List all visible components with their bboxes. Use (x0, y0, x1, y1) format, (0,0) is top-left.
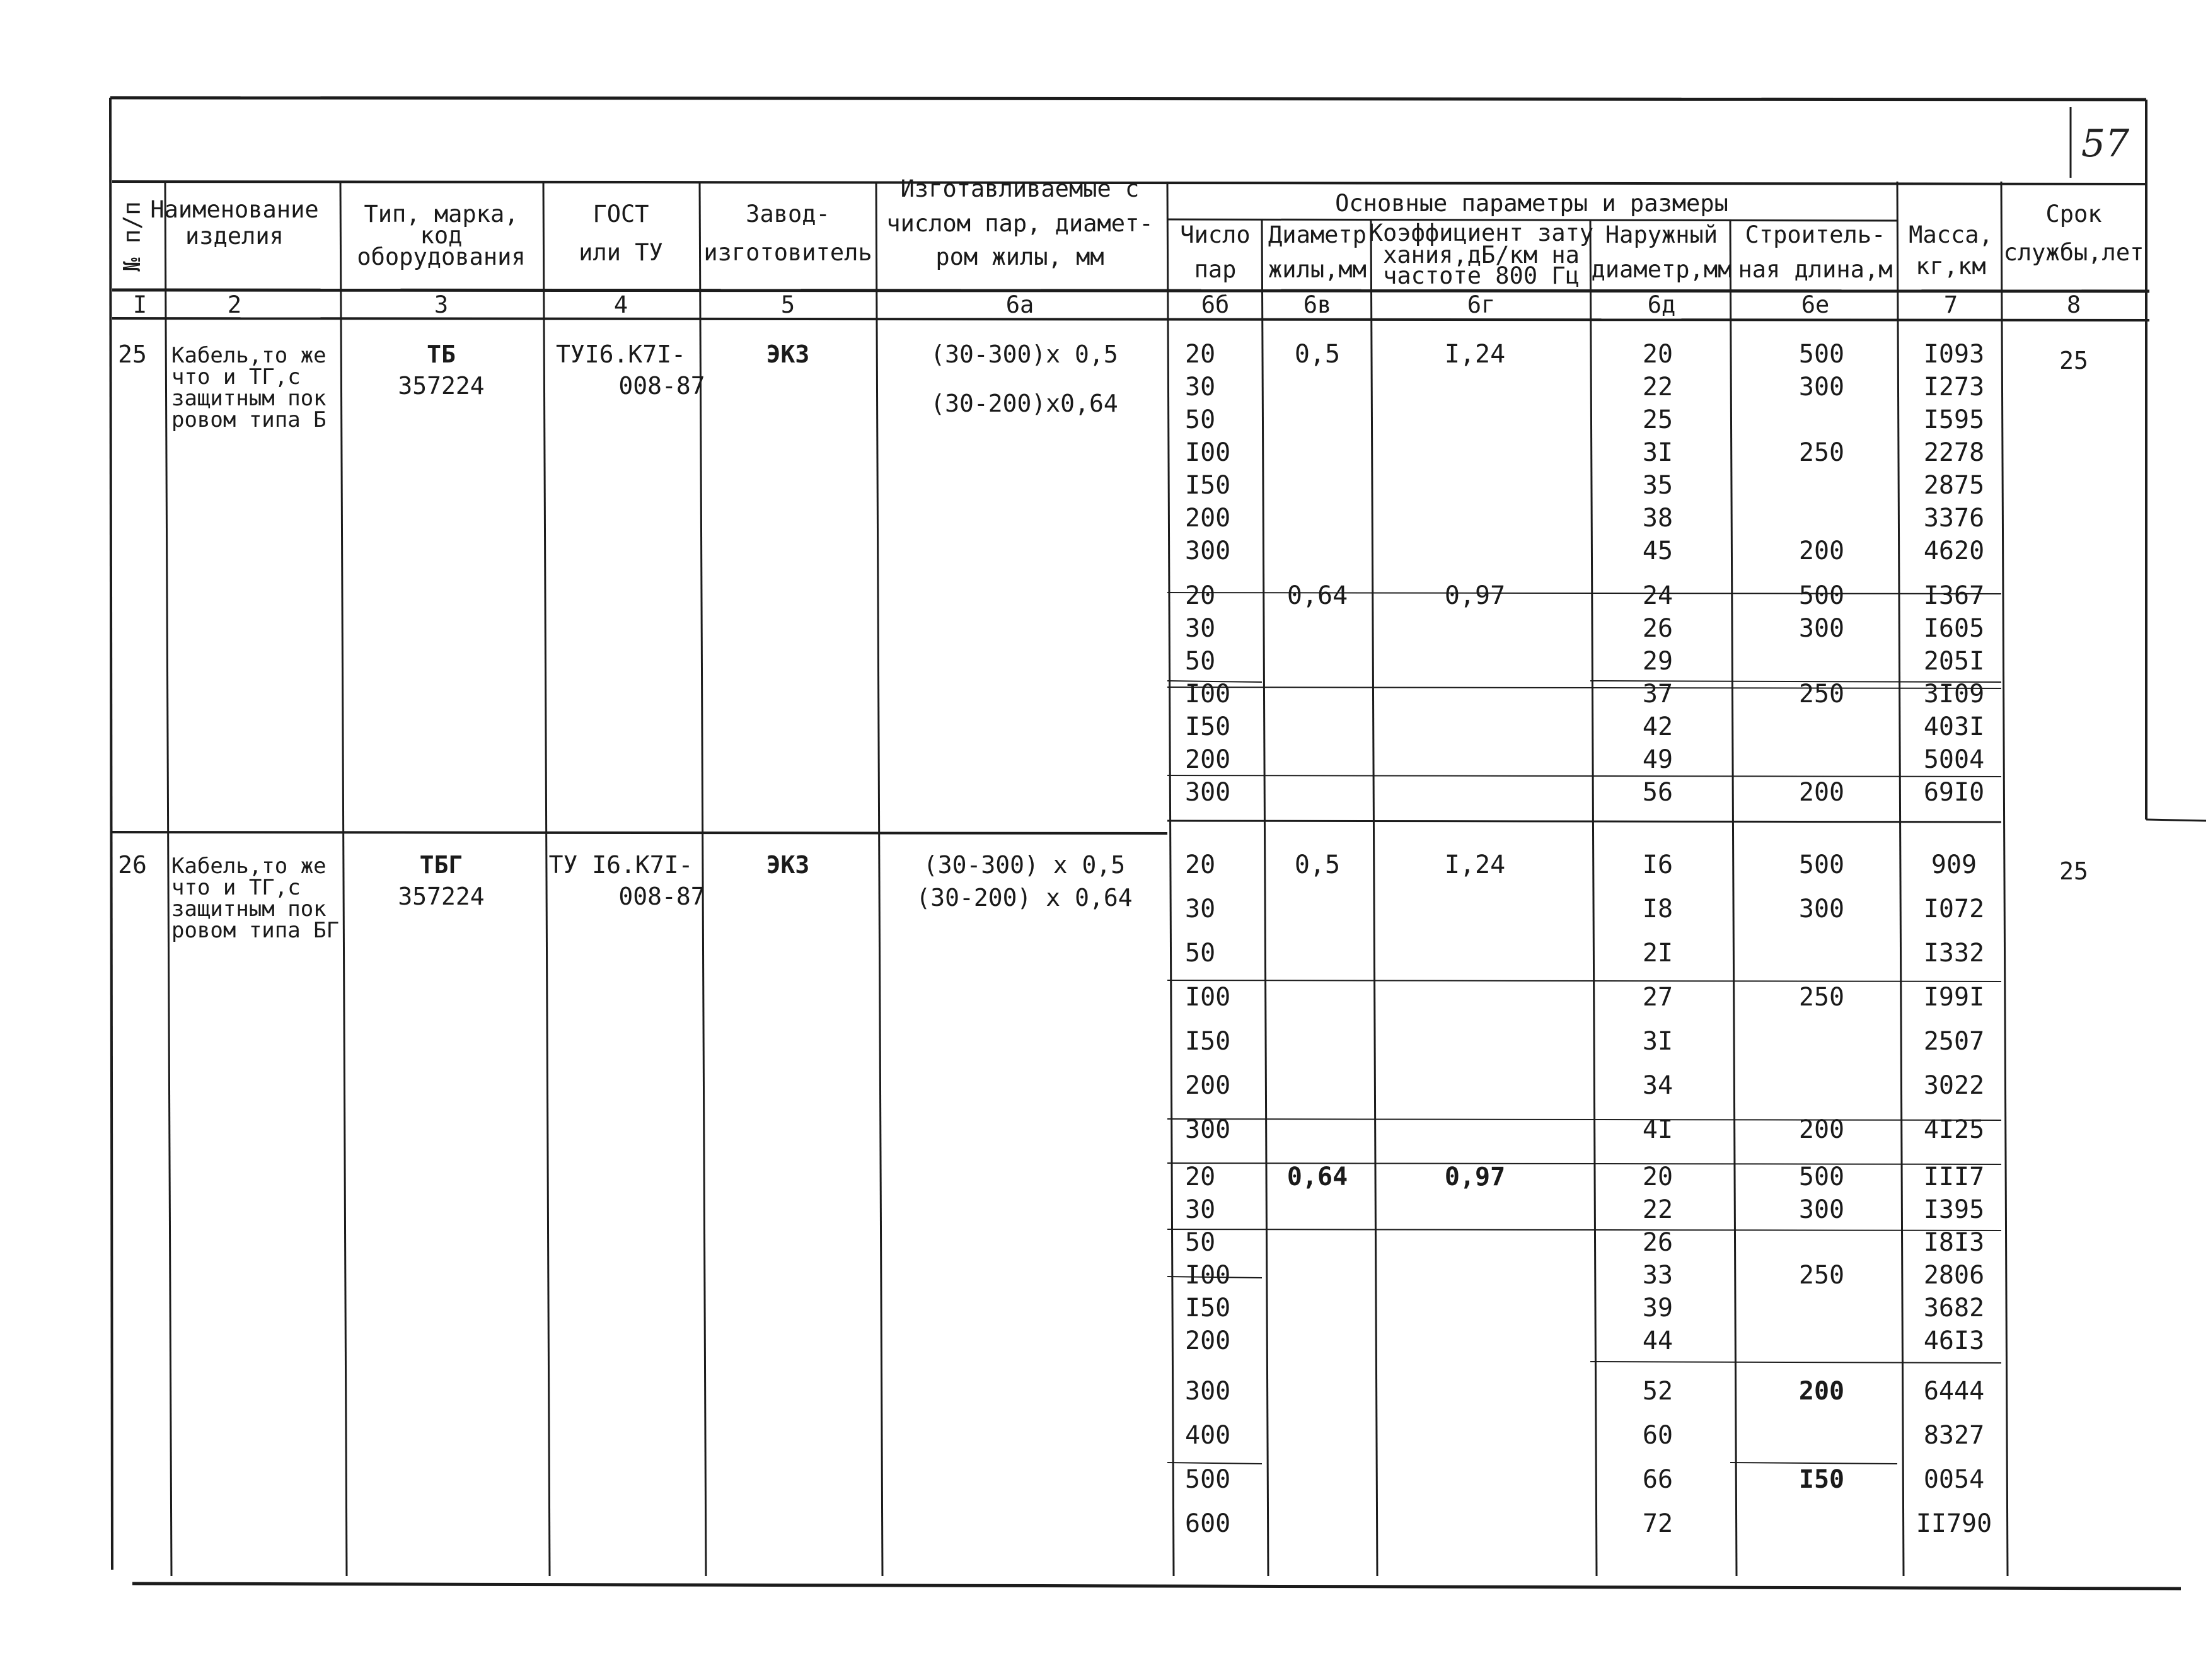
header-c6a: Изготавливаемые с (900, 175, 1140, 202)
construction-length: 250 (1798, 1261, 1845, 1290)
item-service: 25 (2059, 347, 2088, 374)
construction-length: 300 (1798, 614, 1845, 643)
item-number: 26 (118, 851, 147, 879)
header-c6g: Коэффициент зату (1368, 219, 1594, 246)
pairs-count: I00 (1185, 680, 1231, 709)
outer-diameter: 3I (1642, 1027, 1673, 1056)
column-number: 6д (1647, 291, 1676, 318)
outer-diameter: 26 (1642, 1228, 1673, 1257)
column-rule (1167, 182, 1174, 1576)
column-rule (1262, 219, 1268, 1576)
pairs-count: 500 (1185, 1465, 1231, 1494)
outer-diameter: 2I (1642, 939, 1673, 968)
outer-diameter: 60 (1642, 1421, 1673, 1450)
construction-length: 200 (1798, 1377, 1845, 1406)
item-service: 25 (2059, 857, 2088, 885)
item-name: защитным пок (171, 896, 327, 922)
column-number: 2 (227, 291, 242, 318)
outer-diameter: I8 (1642, 895, 1673, 924)
outer-diameter: 66 (1642, 1465, 1673, 1494)
pairs-count: 50 (1185, 405, 1216, 434)
item-made: (30-200)х0,64 (930, 390, 1118, 417)
mass: 3682 (1923, 1294, 1985, 1323)
item-plant: ЭКЗ (766, 340, 810, 368)
outer-diameter: 22 (1642, 1195, 1673, 1224)
outer-diameter: 27 (1642, 983, 1673, 1012)
pairs-count: 200 (1185, 745, 1231, 774)
mass: I595 (1923, 405, 1985, 434)
block-attenuation: 0,97 (1444, 581, 1506, 610)
item-gost: 008-87 (618, 372, 705, 400)
mass: I332 (1923, 939, 1985, 968)
mass: 2806 (1923, 1261, 1985, 1290)
outer-diameter: 20 (1642, 1162, 1673, 1191)
column-rule (2001, 182, 2008, 1576)
block-attenuation: I,24 (1444, 850, 1506, 879)
pairs-count: 20 (1185, 340, 1216, 369)
column-rule (543, 182, 550, 1576)
page-number: 57 (2081, 122, 2130, 166)
pairs-count: 50 (1185, 1228, 1216, 1257)
header-c3: оборудования (357, 243, 526, 270)
outer-diameter: 29 (1642, 647, 1673, 676)
construction-length: 500 (1798, 850, 1845, 879)
mass: 205I (1923, 647, 1985, 676)
pairs-count: 30 (1185, 614, 1216, 643)
column-number: 8 (2066, 291, 2081, 318)
header-c8: Срок (2045, 200, 2102, 228)
column-number: 6б (1201, 291, 1230, 318)
header-group: Основные параметры и размеры (1335, 190, 1728, 217)
mass: 2278 (1923, 438, 1985, 467)
header-c6a: числом пар, диамет- (886, 210, 1153, 237)
outer-diameter: 45 (1642, 536, 1673, 565)
column-number: I (132, 291, 147, 318)
header-c5: Завод- (746, 200, 830, 228)
header-c2: Наименование (150, 196, 319, 223)
header-c6v: жилы,мм (1268, 256, 1367, 283)
outer-diameter: 25 (1642, 405, 1673, 434)
mass: III7 (1923, 1162, 1985, 1191)
column-rule (1897, 182, 1904, 1576)
outer-diameter: 3I (1642, 438, 1673, 467)
block-wire-diameter: 0,64 (1286, 581, 1348, 610)
mass: I093 (1923, 340, 1985, 369)
pairs-count: 200 (1185, 1326, 1231, 1355)
mass: I395 (1923, 1195, 1985, 1224)
mass: I99I (1923, 983, 1985, 1012)
header-no: № п/п (118, 201, 146, 272)
construction-length: 250 (1798, 983, 1845, 1012)
pairs-count: 600 (1185, 1509, 1231, 1538)
group-separator (1167, 687, 2001, 688)
pairs-count: 20 (1185, 1162, 1216, 1191)
pairs-count: 300 (1185, 1377, 1231, 1406)
pairs-count: 300 (1185, 778, 1231, 807)
item-gost: 008-87 (618, 883, 705, 910)
item-separator (1167, 821, 2001, 822)
column-rule (340, 182, 347, 1576)
item-number: 25 (118, 340, 147, 368)
construction-length: 500 (1798, 340, 1845, 369)
mass: 909 (1931, 850, 1977, 879)
item-type: ТБ (427, 340, 456, 368)
column-number: 6г (1467, 291, 1496, 318)
column-rule (1590, 219, 1597, 1576)
outer-diameter: 20 (1642, 340, 1673, 369)
block-wire-diameter: 0,64 (1286, 1162, 1348, 1191)
column-numbers-top (112, 290, 2149, 291)
column-number: 6в (1303, 291, 1332, 318)
construction-length: 250 (1798, 438, 1845, 467)
header-c5: изготовитель (703, 239, 872, 266)
outer-diameter: 72 (1642, 1509, 1673, 1538)
outer-diameter: 22 (1642, 373, 1673, 402)
header-c6d: диаметр,мм (1591, 256, 1732, 283)
header-c4: ГОСТ (592, 200, 649, 228)
mass: 3I09 (1923, 680, 1985, 709)
outer-diameter: I6 (1642, 850, 1673, 879)
outer-diameter: 37 (1642, 680, 1673, 709)
outer-diameter: 24 (1642, 581, 1673, 610)
mass: I8I3 (1923, 1228, 1985, 1257)
outer-diameter: 38 (1642, 504, 1673, 533)
pairs-count: 400 (1185, 1421, 1231, 1450)
block-attenuation: I,24 (1444, 340, 1506, 369)
pairs-count: 20 (1185, 850, 1216, 879)
item-name: что и ТГ,с (171, 875, 301, 900)
group-separator (1590, 1362, 2001, 1363)
column-number: 6е (1801, 291, 1830, 318)
column-number: 7 (1943, 291, 1958, 318)
mass: 403I (1923, 712, 1985, 741)
header-c6b: пар (1194, 256, 1237, 283)
construction-length: 300 (1798, 895, 1845, 924)
column-rule (876, 182, 882, 1576)
column-number: 4 (613, 291, 628, 318)
pairs-count: I00 (1185, 1261, 1231, 1290)
pairs-count: 50 (1185, 647, 1216, 676)
group-separator (1167, 980, 2001, 982)
outer-diameter: 52 (1642, 1377, 1673, 1406)
group-separator (1167, 1229, 2001, 1231)
frame-bottom (132, 1584, 2181, 1589)
block-wire-diameter: 0,5 (1294, 850, 1341, 879)
header-c8: службы,лет (2003, 239, 2144, 266)
pairs-count: 30 (1185, 373, 1216, 402)
construction-length: 200 (1798, 1115, 1845, 1144)
item-name: ровом типа БГ (171, 918, 340, 943)
outer-diameter: 4I (1642, 1115, 1673, 1144)
outer-diameter: 42 (1642, 712, 1673, 741)
item-gost: ТУI6.К7I- (556, 340, 686, 368)
item-name: защитным пок (171, 386, 327, 411)
header-c2: изделия (185, 223, 284, 250)
group-separator (1167, 1463, 1262, 1464)
frame-top (110, 98, 2146, 100)
item-made: (30-200) х 0,64 (916, 884, 1133, 912)
pairs-count: I50 (1185, 471, 1231, 500)
mass: 3376 (1923, 504, 1985, 533)
outer-diameter: 39 (1642, 1294, 1673, 1323)
outer-diameter: 49 (1642, 745, 1673, 774)
pairs-count: I00 (1185, 438, 1231, 467)
pairs-count: 200 (1185, 1071, 1231, 1100)
item-plant: ЭКЗ (766, 851, 810, 879)
pairs-count: 30 (1185, 895, 1216, 924)
item-name: Кабель,то же (171, 854, 327, 879)
column-numbers-bottom (112, 318, 2149, 320)
item-code: 357224 (398, 883, 485, 910)
mass: 46I3 (1923, 1326, 1985, 1355)
header-c4: или ТУ (579, 239, 663, 266)
mass: 3022 (1923, 1071, 1985, 1100)
item-name: ровом типа Б (171, 407, 327, 432)
mass: 4I25 (1923, 1115, 1985, 1144)
pairs-count: I00 (1185, 983, 1231, 1012)
pairs-count: 20 (1185, 581, 1216, 610)
mass: I605 (1923, 614, 1985, 643)
construction-length: 250 (1798, 680, 1845, 709)
column-rule (1371, 219, 1377, 1576)
group-separator (1167, 1119, 2001, 1120)
block-attenuation: 0,97 (1444, 1162, 1506, 1191)
header-c6v: Диаметр (1268, 221, 1367, 248)
header-c6d: Наружный (1605, 221, 1718, 248)
column-rule (1730, 219, 1737, 1576)
table-text (118, 122, 2144, 1538)
item-name: что и ТГ,с (171, 364, 301, 390)
construction-length: 500 (1798, 1162, 1845, 1191)
header-c6e: ная длина,м (1738, 256, 1893, 283)
mass: 69I0 (1923, 778, 1985, 807)
header-c3: код (420, 222, 463, 249)
pairs-count: 300 (1185, 536, 1231, 565)
column-number: 5 (780, 291, 795, 318)
mass: I367 (1923, 581, 1985, 610)
outer-diameter: 34 (1642, 1071, 1673, 1100)
header-c7: кг,км (1916, 253, 1986, 280)
mass: 5004 (1923, 745, 1985, 774)
frame-left (110, 98, 112, 1570)
header-c7: Масса, (1909, 221, 1993, 248)
item-name: Кабель,то же (171, 343, 327, 368)
item-made: (30-300)х 0,5 (930, 340, 1118, 368)
mass: I072 (1923, 895, 1985, 924)
pairs-count: I50 (1185, 712, 1231, 741)
outer-diameter: 56 (1642, 778, 1673, 807)
mass: 2875 (1923, 471, 1985, 500)
header-c6b: Число (1180, 221, 1251, 248)
outer-diameter: 26 (1642, 614, 1673, 643)
column-number: 3 (434, 291, 449, 318)
construction-length: 200 (1798, 536, 1845, 565)
header-c3: Тип, марка, (364, 200, 519, 228)
outer-diameter: 35 (1642, 471, 1673, 500)
outer-diameter: 44 (1642, 1326, 1673, 1355)
block-wire-diameter: 0,5 (1294, 340, 1341, 369)
column-rule (165, 182, 171, 1576)
item-type: ТБГ (419, 851, 463, 879)
header-c6a: ром жилы, мм (935, 243, 1104, 270)
mass: I273 (1923, 373, 1985, 402)
item-separator (112, 832, 1167, 833)
mass: 8327 (1923, 1421, 1985, 1450)
mass: II790 (1916, 1509, 1992, 1538)
item-gost: ТУ I6.К7I- (548, 851, 693, 879)
mass: 2507 (1923, 1027, 1985, 1056)
header-c6g: частоте 800 Гц (1383, 262, 1580, 289)
pairs-count: 300 (1185, 1115, 1231, 1144)
pairs-count: 200 (1185, 504, 1231, 533)
construction-length: 500 (1798, 581, 1845, 610)
mass: 6444 (1923, 1377, 1985, 1406)
construction-length: 300 (1798, 373, 1845, 402)
construction-length: 300 (1798, 1195, 1845, 1224)
item-made: (30-300) х 0,5 (923, 851, 1126, 879)
header-c6g: хания,дБ/км на (1383, 241, 1580, 269)
pairs-count: I50 (1185, 1027, 1231, 1056)
group-separator (1730, 1463, 1897, 1464)
construction-length: 200 (1798, 778, 1845, 807)
item-code: 357224 (398, 372, 485, 400)
pairs-count: 30 (1185, 1195, 1216, 1224)
pairs-count: 50 (1185, 939, 1216, 968)
group-separator (1167, 775, 2001, 777)
header-c6e: Строитель- (1745, 221, 1886, 248)
outer-diameter: 33 (1642, 1261, 1673, 1290)
table-rules (110, 98, 2206, 1589)
mass: 0054 (1923, 1465, 1985, 1494)
construction-length: I50 (1798, 1465, 1845, 1494)
frame-right-tick (2146, 820, 2206, 821)
pairs-count: I50 (1185, 1294, 1231, 1323)
column-number: 6а (1005, 291, 1034, 318)
mass: 4620 (1923, 536, 1985, 565)
